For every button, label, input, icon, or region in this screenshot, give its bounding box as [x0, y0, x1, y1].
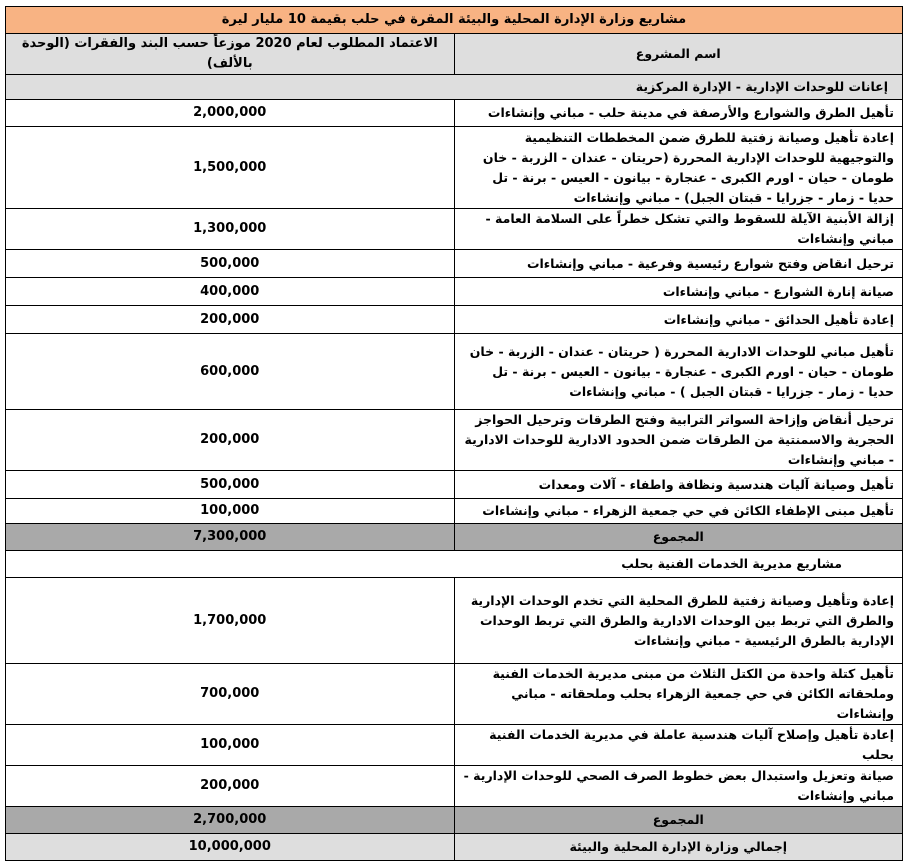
- section-row-technical-services: [6, 551, 903, 578]
- project-name: إعادة تأهيل وصيانة زفتية للطرق ضمن المخططات التنظيمية والتوجيهية للوحدات الإدارية المحررة (حريتان - عندان - الزربة - خان طومان - حيان - اورم الكبرى - عنجارة - بيانون - العيس - برنة - تل حديا - زمار - جزرايا - قبتان الجبل) - مباني وإنشاءات: [454, 127, 903, 209]
- project-name: إعادة وتأهيل وصيانة زفتية للطرق المحلية التي تخدم الوحدات الإدارية والطرق التي تربط بين الوحدات الادارية والطرق التي تربط الوحدات الإدارية بالطرق الرئيسية - مباني وإنشاءات: [454, 578, 903, 664]
- section-label: إعانات للوحدات الإدارية - الإدارة المركزية: [6, 75, 903, 100]
- project-column-header: اسم المشروع: [454, 34, 903, 75]
- project-amount: 600,000: [6, 334, 455, 410]
- project-name: صيانة إنارة الشوارع - مباني وإنشاءات: [454, 278, 903, 306]
- table-row: [6, 578, 903, 664]
- project-amount: 1,500,000: [6, 127, 455, 209]
- header-row: [6, 34, 903, 75]
- project-name: تأهيل كتلة واحدة من الكتل الثلاث من مبنى مديرية الخدمات الفنية وملحقاته الكائن في حي جمعية الزهراء بحلب وملحقاته - مباني وإنشاءات: [454, 664, 903, 725]
- project-amount: 1,700,000: [6, 578, 455, 664]
- table-row: [6, 250, 903, 278]
- table-title: مشاريع وزارة الإدارة المحلية والبيئة المقرة في حلب بقيمة 10 مليار ليرة: [6, 7, 903, 34]
- table-row: [6, 766, 903, 807]
- project-amount: 400,000: [6, 278, 455, 306]
- project-amount: 500,000: [6, 471, 455, 499]
- project-amount: 2,000,000: [6, 100, 455, 127]
- project-name: إعادة تأهيل الحدائق - مباني وإنشاءات: [454, 306, 903, 334]
- project-amount: 500,000: [6, 250, 455, 278]
- grand-total-amount: 10,000,000: [6, 834, 455, 861]
- table-row: [6, 725, 903, 766]
- table-row: [6, 410, 903, 471]
- project-amount: 200,000: [6, 306, 455, 334]
- project-amount: 200,000: [6, 410, 455, 471]
- section-row-central: [6, 75, 903, 100]
- table-row: [6, 306, 903, 334]
- table-row: [6, 278, 903, 306]
- project-amount: 700,000: [6, 664, 455, 725]
- amount-column-header: الاعتماد المطلوب لعام 2020 موزعاً حسب البند والفقرات (الوحدة بالألف): [6, 34, 455, 75]
- table-row: [6, 499, 903, 524]
- project-name: تأهيل مباني للوحدات الادارية المحررة ( حريتان - عندان - الزربة - خان طومان - حيان - اورم الكبرى - عنجارة - بيانون - العيس - برنة - تل حديا - زمار - جزرايا - قبتان الجبل ) - مباني وإنشاءات: [454, 334, 903, 410]
- subtotal-row: [6, 807, 903, 834]
- project-name: صيانة وتعزيل واستبدال بعض خطوط الصرف الصحي للوحدات الإدارية - مباني وإنشاءات: [454, 766, 903, 807]
- project-name: إعادة تأهيل وإصلاح آليات هندسية عاملة في مديرية الخدمات الفنية بحلب: [454, 725, 903, 766]
- grand-total-row: [6, 834, 903, 861]
- project-amount: 1,300,000: [6, 209, 455, 250]
- table-row: [6, 664, 903, 725]
- subtotal-amount: 7,300,000: [6, 524, 455, 551]
- project-name: ترحيل أنقاض وإزاحة السواتر الترابية وفتح الطرقات وترحيل الحواجز الحجرية والاسمنتية من الطرقات ضمن الحدود الادارية للوحدات الادارية - مباني وإنشاءات: [454, 410, 903, 471]
- table-row: [6, 127, 903, 209]
- project-amount: 100,000: [6, 499, 455, 524]
- grand-total-label: إجمالي وزارة الإدارة المحلية والبيئة: [454, 834, 903, 861]
- project-amount: 100,000: [6, 725, 455, 766]
- table-row: [6, 334, 903, 410]
- project-name: تأهيل الطرق والشوارع والأرصفة في مدينة حلب - مباني وإنشاءات: [454, 100, 903, 127]
- subtotal-row: [6, 524, 903, 551]
- project-amount: 200,000: [6, 766, 455, 807]
- table-row: [6, 209, 903, 250]
- projects-table-container: [5, 6, 903, 861]
- table-title-row: [6, 7, 903, 34]
- project-name: ترحيل انقاض وفتح شوارع رئيسية وفرعية - مباني وإنشاءات: [454, 250, 903, 278]
- table-row: [6, 100, 903, 127]
- project-name: تأهيل وصيانة آليات هندسية ونظافة واطفاء - آلات ومعدات: [454, 471, 903, 499]
- project-name: إزالة الأبنية الآيلة للسقوط والتي تشكل خطراً على السلامة العامة - مباني وإنشاءات: [454, 209, 903, 250]
- table-row: [6, 471, 903, 499]
- subtotal-amount: 2,700,000: [6, 807, 455, 834]
- subtotal-label: المجموع: [454, 807, 903, 834]
- projects-table: [5, 6, 903, 861]
- project-name: تأهيل مبنى الإطفاء الكائن في حي جمعية الزهراء - مباني وإنشاءات: [454, 499, 903, 524]
- subtotal-label: المجموع: [454, 524, 903, 551]
- section-label: مشاريع مديرية الخدمات الفنية بحلب: [6, 551, 903, 578]
